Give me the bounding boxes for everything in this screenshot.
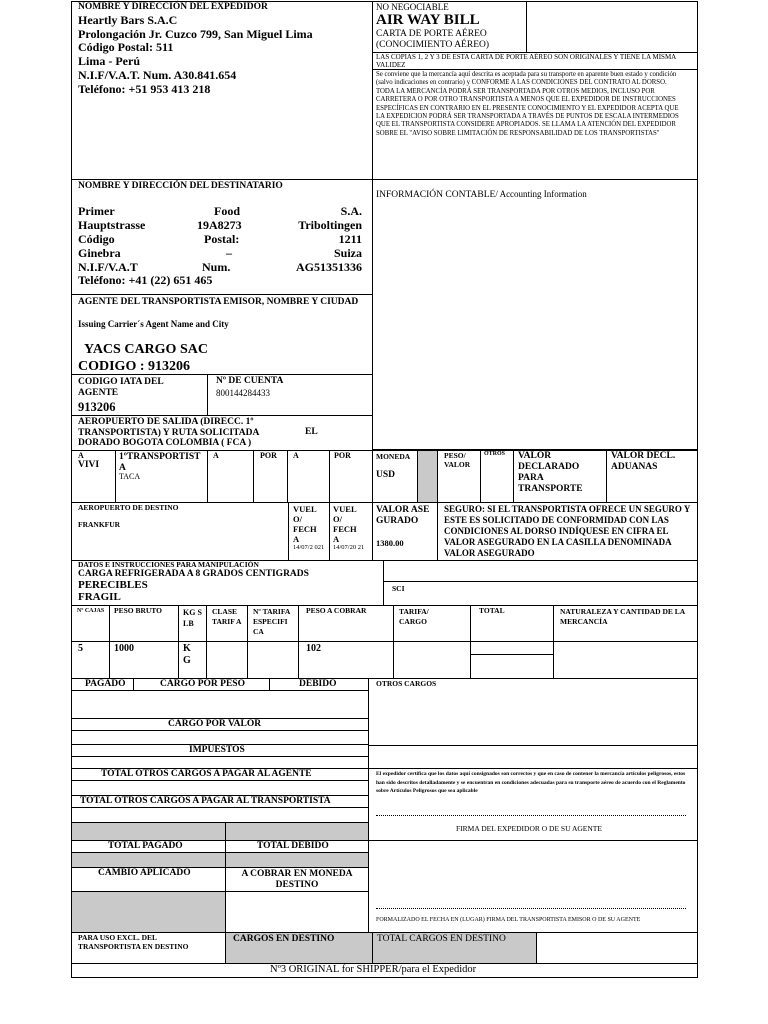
accounting-box xyxy=(372,179,698,450)
col-header-kg: KG S LB xyxy=(183,608,202,628)
goods-kg: K G xyxy=(183,643,191,666)
copies-note: LAS COPIAS 1, 2 Y 3 DE ESTA CARTA DE PORTE AÉREO SON ORIGINALES Y TIENE LA MISMA VALIDEZ xyxy=(376,53,676,69)
departure-el: EL xyxy=(305,427,318,437)
routing-por1: POR xyxy=(260,451,277,460)
tax-label: IMPUESTOS xyxy=(189,745,245,755)
first-carrier-value: TACA xyxy=(119,472,141,481)
goods-col-chargeable xyxy=(298,605,394,679)
flight-date-1-value: 14/07/2 021 xyxy=(293,544,325,551)
shipper-address: Prolongación Jr. Cuzco 799, San Miguel Lima xyxy=(78,27,313,41)
col-header-pieces: Nº CAJAS xyxy=(77,608,105,614)
consignee-line-2c: Triboltingen xyxy=(298,218,362,232)
flight-date-2-value: 14/07/20 21 xyxy=(333,544,365,551)
consignee-line-2b: 19A8273 xyxy=(197,218,242,232)
other-charges-label: OTROS CARGOS xyxy=(376,679,437,688)
sci-label: SCI xyxy=(392,584,405,593)
agent-heading: AGENTE DEL TRANSPORTISTA EMISOR, NOMBRE Y CIUDAD xyxy=(78,297,359,307)
handling-label: DATOS E INSTRUCCIONES PARA MANIPULACIÓN xyxy=(78,560,259,569)
weight-charge-values xyxy=(71,690,369,719)
consignee-line-5a: N.I.F/V.A.T xyxy=(78,260,138,274)
consignee-line-4b: – xyxy=(226,246,232,260)
total-prepaid-label: TOTAL PAGADO xyxy=(108,841,183,851)
weight-charge-label: CARGO POR PESO xyxy=(160,679,245,689)
handling-line-1: CARGA REFRIGERADA A 8 GRADOS CENTIGRADS xyxy=(78,569,309,579)
shaded-prepaid-1 xyxy=(71,822,226,841)
other-agent-values xyxy=(71,780,369,796)
carrier-use-label: PARA USO EXCL. DEL TRANSPORTISTA EN DESTINO xyxy=(78,933,189,951)
shaded-prepaid-3 xyxy=(71,891,226,933)
certification-text: El expedidor certifica que los datos aquí consignados son correctos y que en caso de contener la mercancía artículos peligrosos, estos han sido descritos detalladamente y se encuentran en condiciones adecuadas para su transporte aéreo de acuerdo con el Reglamento sobre Artículos Peligrosos que sea aplicable xyxy=(376,771,686,794)
copy-footer: Nº3 ORIGINAL for SHIPPER/para el Expedidor xyxy=(270,964,477,975)
valuation-values xyxy=(71,730,369,745)
account-no-value: 800144284433 xyxy=(216,388,270,398)
collect-label: DEBIDO xyxy=(299,679,337,689)
weight-value-label: PESO/ VALOR xyxy=(444,451,471,469)
other-charges-box xyxy=(368,678,698,746)
declared-customs-label: VALOR DECL. ADUANAS xyxy=(611,451,676,472)
shaded-collect-2 xyxy=(225,852,369,868)
total-collect-label: TOTAL DEBIDO xyxy=(257,841,329,851)
destination-label: AEROPUERTO DE DESTINO xyxy=(78,503,179,512)
goods-col-gross xyxy=(109,605,179,679)
conversion-label: CAMBIO APLICADO xyxy=(98,868,191,878)
valuation-charge-label: CARGO POR VALOR xyxy=(168,719,262,729)
handling-top-right xyxy=(383,560,698,582)
carrier-signature-line xyxy=(376,908,686,909)
awb-number-box xyxy=(526,1,698,53)
shipper-vat: N.I.F/V.A.T. Num. A30.841.654 xyxy=(78,68,237,82)
currency-value: USD xyxy=(376,470,396,480)
col-header-gross: PESO BRUTO xyxy=(114,606,162,615)
consignee-line-3c: 1211 xyxy=(338,232,362,246)
prepaid-label: PAGADO xyxy=(85,679,126,689)
non-negotiable: NO NEGOCIABLE xyxy=(376,2,449,12)
consignee-phone: Teléfono: +41 (22) 651 465 xyxy=(78,273,213,287)
contract-conditions: Se conviene que la mercancía aquí descrita es aceptada para su transporte en aparente buen estado y condición (salvo indicaciones en contrario) y CONFORME A LAS CONDICIONES DEL CONTRATO AL DORSO. TODA LA MERCANCÍA PODRÁ SER TRANSPORTADA POR OTROS MEDIOS, INCLUSO POR CARRETERA O POR OTRO TRANSPORTISTA A MENOS QUE EL EXPEDIDOR DE INSTRUCCIONES ESPECÍFICAS EN CONTRARIO EN EL PRESENTE CONOCIMIENTO Y EL EXPEDIDOR ACEPTA QUE LA EXPEDICION PODRÁ SER TRANSPORTADA A TRAVÉS DE PUNTOS DE ESCALA INTERMEDIOS QUE EL TRANSPORTISTA CONSIDERE APROPIADOS. SE LLAMA LA ATENCIÓN DEL EXPEDIDOR SOBRE EL "AVISO SOBRE LIMITACIÓN DE RESPONSABILIDAD DE LOS TRANSPORTISTAS" xyxy=(376,71,679,137)
awb-subtitle-2: (CONOCIMIENTO AÉREO) xyxy=(376,40,490,50)
cc-charges-label: A COBRAR EN MONEDA DESTINO xyxy=(241,869,353,890)
destination-value: FRANKFUR xyxy=(78,520,121,529)
goods-total-subcell xyxy=(470,654,554,679)
insurance-value-amount: 1380.00 xyxy=(376,538,404,548)
goods-col-pieces xyxy=(71,605,110,679)
routing-a3: A xyxy=(293,451,299,460)
awb-subtitle: CARTA DE PORTE AÉREO xyxy=(376,29,487,39)
goods-pieces: 5 xyxy=(78,643,83,654)
declared-carriage-label: VALOR DECLARADO PARA TRANSPORTE xyxy=(518,451,583,494)
other-carrier-values xyxy=(71,807,369,823)
col-header-rate: TARIFA/ CARGO xyxy=(399,607,429,626)
currency-code-shaded xyxy=(417,450,438,503)
routing-por2: POR xyxy=(334,451,351,460)
sci-cell xyxy=(383,581,698,606)
consignee-line-5b: Num. xyxy=(202,260,231,274)
other-agent-label: TOTAL OTROS CARGOS A PAGAR AL AGENTE xyxy=(101,769,312,779)
account-no-label: Nº DE CUENTA xyxy=(216,376,284,386)
currency-label: MONEDA xyxy=(376,452,411,461)
shipper-name: Heartly Bars S.A.C xyxy=(78,13,178,27)
goods-chargeable: 102 xyxy=(306,643,321,654)
consignee-line-1a: Primer xyxy=(78,204,115,218)
col-header-nature: NATURALEZA Y CANTIDAD DE LA MERCANCÍA xyxy=(560,607,685,626)
cc-charges-value xyxy=(225,891,369,933)
consignee-line-2a: Hauptstrasse xyxy=(78,218,146,232)
flight-date-1-label: VUEL O/ FECH A xyxy=(293,504,317,544)
routing-a2: A xyxy=(213,451,219,460)
iata-code-value: 913206 xyxy=(78,400,116,414)
consignee-line-3b: Postal: xyxy=(204,232,240,246)
consignee-line-1b: Food xyxy=(214,204,241,218)
col-header-chargeable: PESO A COBRAR xyxy=(306,606,367,615)
other-label: OTROS xyxy=(484,451,506,457)
agent-name: YACS CARGO SAC xyxy=(84,342,208,357)
other-cell xyxy=(480,450,514,503)
routing-a1-value: VIVI xyxy=(78,460,100,470)
col-header-total: TOTAL xyxy=(479,606,505,615)
departure-value: DORADO BOGOTA COLOMBIA ( FCA ) xyxy=(78,438,252,448)
accounting-label: INFORMACIÓN CONTABLE/ Accounting Information xyxy=(376,189,587,200)
handling-line-3: FRAGIL xyxy=(78,591,121,603)
dest-charges-label: CARGOS EN DESTINO xyxy=(233,934,335,944)
insurance-note: SEGURO: SI EL TRANSPORTISTA OFRECE UN SEGURO Y ESTE ES SOLICITADO DE CONFORMIDAD CON LAS CONDICIONES AL DORSO INDÍQUESE EN CIFRA EL VALOR ASEGURADO EN LA CASILLA DENOMINADA VALOR ASEGURADO xyxy=(444,504,690,558)
shipper-signature-line xyxy=(376,815,686,816)
agent-heading-en: Issuing Carrier´s Agent Name and City xyxy=(78,319,229,329)
total-dest-label: TOTAL CARGOS EN DESTINO xyxy=(377,934,506,944)
shipper-phone: Teléfono: +51 953 413 218 xyxy=(78,82,211,96)
shipper-heading: NOMBRE Y DIRECCIÓN DEL EXPEDIDOR xyxy=(78,2,268,12)
departure-label: AEROPUERTO DE SALIDA (DIRECC. 1º TRANSPORTISTA) Y RUTA SOLICITADA xyxy=(78,417,260,438)
other-carrier-label: TOTAL OTROS CARGOS A PAGAR AL TRANSPORTISTA xyxy=(80,796,331,806)
shaded-collect-1 xyxy=(225,822,369,841)
consignee-line-3a: Código xyxy=(78,232,115,246)
col-header-class: CLASE TARIF A xyxy=(212,607,242,626)
consignee-line-4a: Ginebra xyxy=(78,246,121,260)
consignee-heading: NOMBRE Y DIRECCIÓN DEL DESTINATARIO xyxy=(78,181,283,191)
consignee-line-4c: Suiza xyxy=(333,246,362,260)
routing-a1: A xyxy=(78,451,84,460)
shaded-prepaid-2 xyxy=(71,852,226,868)
agent-code: CODIGO : 913206 xyxy=(78,359,190,374)
shipper-signature-label: FIRMA DEL EXPEDIDOR O DE SU AGENTE xyxy=(456,824,602,833)
goods-gross-weight: 1000 xyxy=(114,643,134,654)
consignee-line-1c: S.A. xyxy=(340,204,362,218)
blank-right-1 xyxy=(368,745,698,769)
consignee-line-5c: AG51351336 xyxy=(296,260,362,274)
shipper-postal: Código Postal: 511 xyxy=(78,40,174,54)
shipper-city: Lima - Perú xyxy=(78,54,140,68)
first-carrier-label: 1ºTRANSPORTISTA xyxy=(119,452,201,473)
insurance-value-label: VALOR ASEGURADO xyxy=(376,505,430,526)
awb-title: AIR WAY BILL xyxy=(376,12,480,28)
handling-line-2: PERECIBLES xyxy=(78,579,148,591)
execution-label: FORMALIZADO EL FECHA EN (LUGAR) FIRMA DEL TRANSPORTISTA EMISOR O DE SU AGENTE xyxy=(376,917,641,923)
iata-code-label: CODIGO IATA DEL AGENTE xyxy=(78,377,164,398)
flight-date-2-label: VUEL O/ FECH A xyxy=(333,504,357,544)
col-header-commodity: Nº TARIFA ESPECIFI CA xyxy=(253,607,290,636)
